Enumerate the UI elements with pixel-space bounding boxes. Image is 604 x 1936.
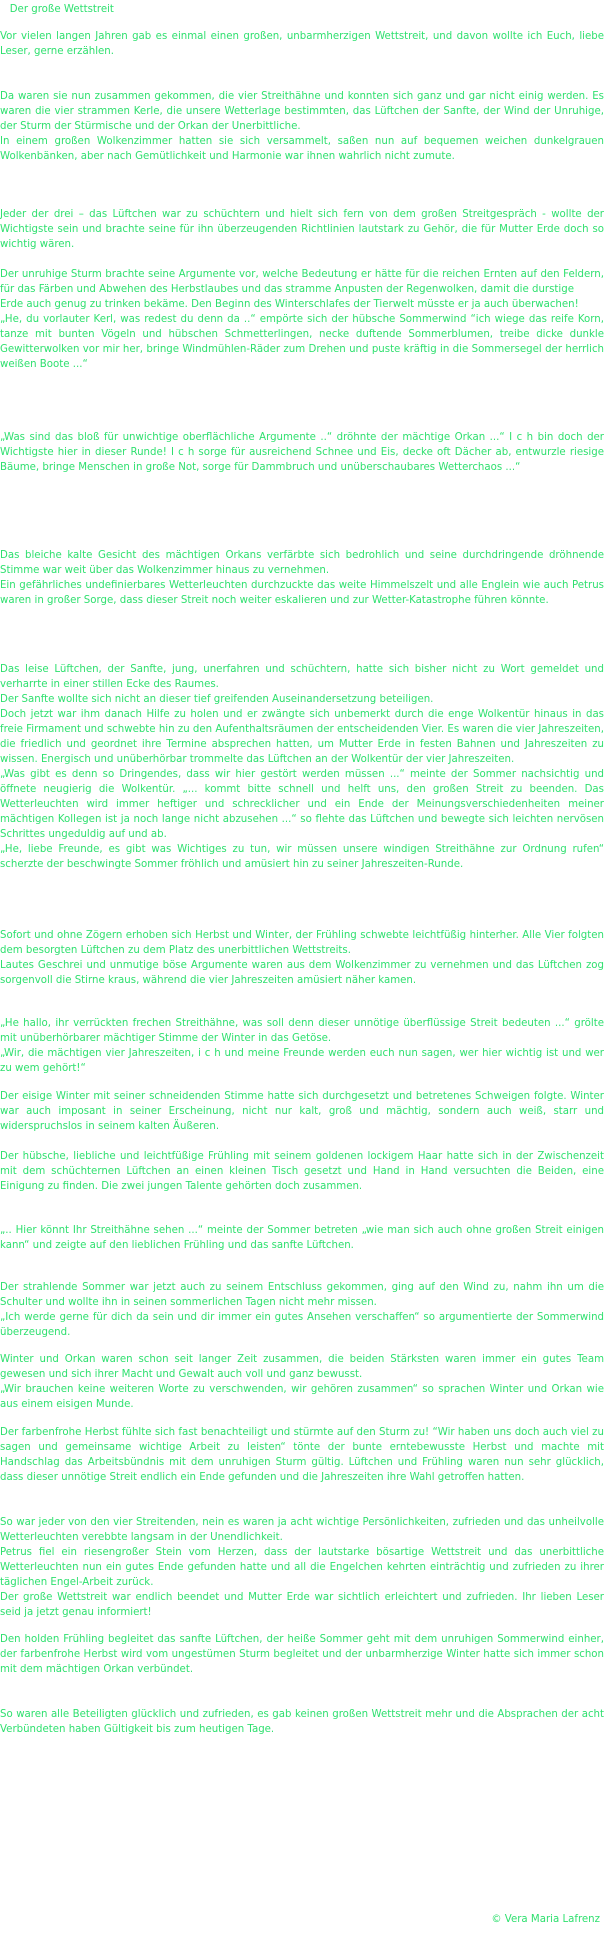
paragraph-12: „.. Hier könnt Ihr Streithähne sehen ...“ meinte der Sommer betreten „wie man sich auch ohne großen Streit einigen kann“ und zeigte auf den lieblichen Frühling und das sanfte Lüftchen. bbox=[0, 1225, 604, 1251]
paragraph-13: Der strahlende Sommer war jetzt auch zu seinem Entschluss gekommen, ging auf den Wind zu, nahm ihn um die Schulter und wollte ihn in seinen sommerlichen Tagen nicht mehr missen. „Ich werde gerne für dich da sein und dir immer ein gutes Ansehen verschaffen“ so argumentierte der Sommerwind überzeugend. bbox=[0, 1282, 604, 1338]
paragraph-2: Da waren sie nun zusammen gekommen, die vier Streithähne und konnten sich ganz und gar nicht einig werden. Es waren die vier strammen Kerle, die unsere Wetterlage bestimmten, das Lüftchen der Sanfte, der Wind der Unruhige, der Sturm der Stürmische und der Orkan der Unerbittliche. In einem großen Wolkenzimmer hatten sie sich versammelt, saßen nun auf bequemen weichen dunkelgrauen Wolkenbänken, aber nach Gemütlichkeit und Harmonie war ihnen wahrlich nicht zumute. bbox=[0, 91, 604, 162]
paragraph-5: „Was sind das bloß für unwichtige oberflächliche Argumente ..“ dröhnte der mächtige Orkan ...“ I c h bin doch der Wichtigste hier in dieser Runde! I c h sorge für ausreichend Schnee und Eis, decke oft Dächer ab, entwurzle riesige Bäume, bringe Menschen in große Not, sorge für Dammbruch und unüberschaubares Wetterchaos ...“ bbox=[0, 432, 604, 473]
paragraph-18: So waren alle Beteiligten glücklich und zufrieden, es gab keinen großen Wettstreit mehr und die Absprachen der acht Verbündeten haben Gültigkeit bis zum heutigen Tage. bbox=[0, 1709, 604, 1735]
paragraph-6: Das bleiche kalte Gesicht des mächtigen Orkans verfärbte sich bedrohlich und seine durchdringende dröhnende Stimme war weit über das Wolkenzimmer hinaus zu vernehmen. Ein gefährliches undefinierbares Wetterleuchten durchzuckte das weite Himmelszelt und alle Englein wie auch Petrus waren in großer Sorge, dass dieser Streit noch weiter eskalieren und zur Wetter-Katastrophe führen könnte. bbox=[0, 550, 604, 606]
paragraph-7: Das leise Lüftchen, der Sanfte, jung, unerfahren und schüchtern, hatte sich bisher nicht zu Wort gemeldet und verharrte in einer stillen Ecke des Raumes. Der Sanfte wollte sich nicht an dieser tief greifenden Auseinandersetzung beteiligen. Doch jetzt war ihm danach Hilfe zu holen und er zwängte sich unbemerkt durch die enge Wolkentür hinaus in das freie Firmament und schwebte hin zu den Aufenthaltsräumen der entscheidenden Vier. Es waren die vier Jahreszeiten, die friedlich und geordnet ihre Termine absprechen hatten, um Mutter Erde in festen Bahnen und Jahreszeiten zu wissen. Energisch und unüberhörbar trommelte das Lüftchen an der Wolkentür der vier Jahreszeiten. „Was gibt es denn so Dringendes, dass wir hier gestört werden müssen ...“ meinte der Sommer nachsichtig und öffnete neugierig die Wolkentür. „... kommt bitte schnell und helft uns, den großen Streit zu beenden. Das Wetterleuchten wird immer heftiger und schrecklicher und ein Ende der Meinungsverschiedenheiten meiner mächtigen Kollegen ist ja noch lange nicht abzusehen ...“ so flehte das Lüftchen und bewegte sich leichten nervösen Schrittes ungeduldig auf und ab. „He, liebe Freunde, es gibt was Wichtiges zu tun, wir müssen unsere windigen Streithähne zur Ordnung rufen“ scherzte der beschwingte Sommer fröhlich und amüsiert hin zu seiner Jahreszeiten-Runde. bbox=[0, 664, 604, 870]
paragraph-8: Sofort und ohne Zögern erhoben sich Herbst und Winter, der Frühling schwebte leichtfüßig hinterher. Alle Vier folgten dem besorgten Lüftchen zu dem Platz des unerbittlichen Wettstreits. Lautes Geschrei und unmutige böse Argumente waren aus dem Wolkenzimmer zu vernehmen und das Lüftchen zog sorgenvoll die Stirne kraus, während die vier Jahreszeiten amüsiert näher kamen. bbox=[0, 930, 604, 986]
paragraph-16: So war jeder von den vier Streitenden, nein es waren ja acht wichtige Persönlichkeiten, zufrieden und das unheilvolle Wetterleuchten verebbte langsam in der Unendlichkeit. Petrus fiel ein riesengroßer Stein vom Herzen, dass der lautstarke bösartige Wettstreit und das unerbittliche Wetterleuchten nun ein gutes Ende gefunden hatte und all die Engelchen kehrten einträchtig und zufrieden zu ihrer täglichen Engel-Arbeit zurück. Der große Wettstreit war endlich beendet und Mutter Erde war sichtlich erleichtert und zufrieden. Ihr lieben Leser seid ja jetzt genau informiert! bbox=[0, 1517, 604, 1618]
paragraph-14: Winter und Orkan waren schon seit langer Zeit zusammen, die beiden Stärksten waren immer ein gutes Team gewesen und sich ihrer Macht und Gewalt auch voll und ganz bewusst. „Wir brauchen keine weiteren Worte zu verschwenden, wir gehören zusammen“ so sprachen Winter und Orkan wie aus einem eisigen Munde. bbox=[0, 1354, 604, 1410]
paragraph-4: Der unruhige Sturm brachte seine Argumente vor, welche Bedeutung er hätte für die reichen Ernten auf den Feldern, für das Färben und Abwehen des Herbstlaubes und das stramme Anpusten der Regenwolken, damit die durstige Erde auch genug zu trinken bekäme. Den Beginn des Winterschlafes der Tierwelt müsste er ja auch überwachen! „He, du vorlauter Kerl, was redest du denn da ..“ empörte sich der hübsche Sommerwind “ich wiege das reife Korn, tanze mit bunten Vögeln und hübschen Schmetterlingen, necke duftende Sommerblumen, treibe dicke dunkle Gewitterwolken vor mir her, bringe Windmühlen-Räder zum Drehen und puste kräftig in die Sommersegel der herrlich weißen Boote ...“ bbox=[0, 269, 604, 370]
copyright-signature: © Vera Maria Lafrenz bbox=[491, 1914, 600, 1925]
paragraph-1: Vor vielen langen Jahren gab es einmal einen großen, unbarmherzigen Wettstreit, und davon wollte ich Euch, liebe Leser, gerne erzählen. bbox=[0, 31, 604, 57]
paragraph-17: Den holden Frühling begleitet das sanfte Lüftchen, der heiße Sommer geht mit dem unruhigen Sommerwind einher, der farbenfrohe Herbst wird vom ungestümen Sturm begleitet und der unbarmherzige Winter hatte sich immer schon mit dem mächtigen Orkan verbündet. bbox=[0, 1634, 604, 1675]
story-title: Der große Wettstreit bbox=[0, 4, 114, 15]
paragraph-9: „He hallo, ihr verrückten frechen Streithähne, was soll denn dieser unnötige überflüssige Streit bedeuten ...“ grölte mit unüberhörbarer mächtiger Stimme der Winter in das Getöse. „Wir, die mächtigen vier Jahreszeiten, i c h und meine Freunde werden euch nun sagen, wer hier wichtig ist und wer zu wem gehört!“ bbox=[0, 1018, 604, 1074]
paragraph-15: Der farbenfrohe Herbst fühlte sich fast benachteiligt und stürmte auf den Sturm zu! “Wir haben uns doch auch viel zu sagen und gemeinsame wichtige Arbeit zu leisten“ tönte der bunte erntebewusste Herbst und machte mit Handschlag das Arbeitsbündnis mit dem unruhigen Sturm gültig. Lüftchen und Frühling waren nun sehr glücklich, dass dieser unnötige Streit endlich ein Ende gefunden und die Jahreszeiten ihre Wahl getroffen hatten. bbox=[0, 1427, 604, 1483]
paragraph-10: Der eisige Winter mit seiner schneidenden Stimme hatte sich durchgesetzt und betretenes Schweigen folgte. Winter war auch imposant in seiner Erscheinung, nicht nur kalt, groß und mächtig, sondern auch weiß, starr und widerspruchslos in seinem kalten Äußeren. bbox=[0, 1091, 604, 1132]
paragraph-3: Jeder der drei – das Lüftchen war zu schüchtern und hielt sich fern von dem großen Streitgespräch - wollte der Wichtigste sein und brachte seine für ihn überzeugenden Richtlinien lautstark zu Gehör, die für Mutter Erde doch so wichtig wären. bbox=[0, 209, 604, 250]
paragraph-11: Der hübsche, liebliche und leichtfüßige Frühling mit seinem goldenen lockigem Haar hatte sich in der Zwischenzeit mit dem schüchternen Lüftchen an einen kleinen Tisch gesetzt und Hand in Hand versuchten die Beiden, eine Einigung zu finden. Die zwei jungen Talente gehörten doch zusammen. bbox=[0, 1151, 604, 1192]
